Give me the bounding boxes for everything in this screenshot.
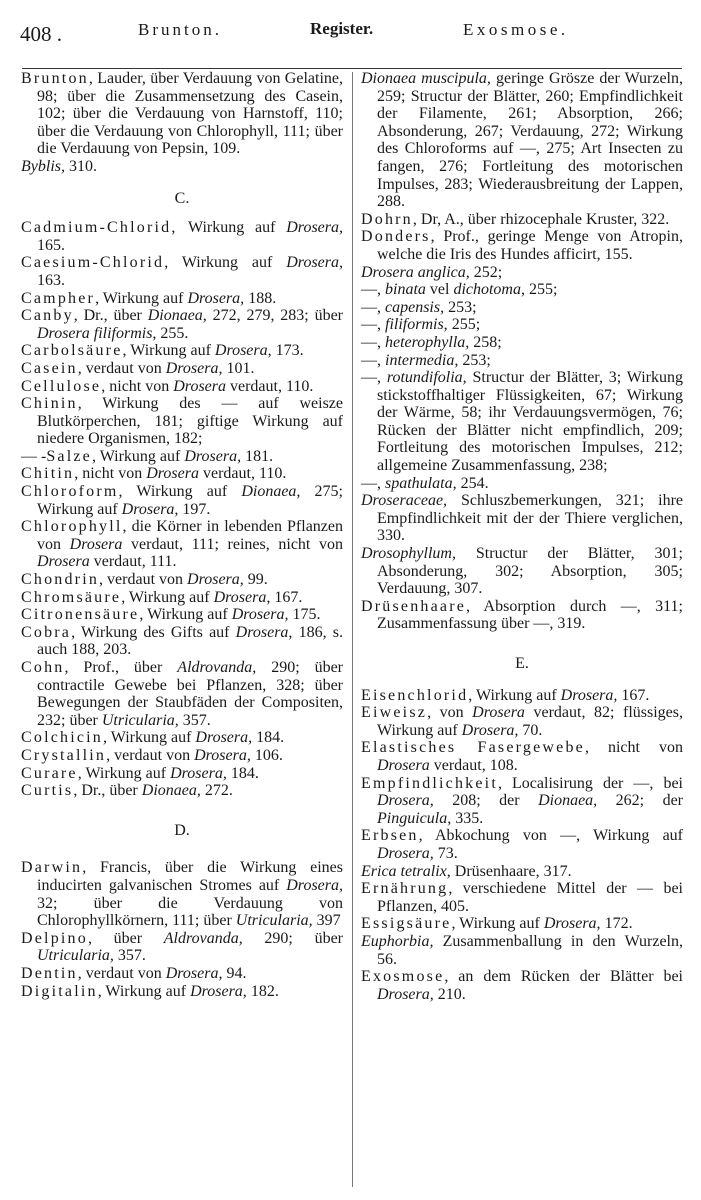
entry-italic-term: Drosera, (195, 729, 253, 747)
entry-text: 253; (458, 351, 491, 369)
entry-text: , Wirkung auf (95, 289, 188, 307)
entry-headword: Eiweisz (361, 704, 428, 722)
entry-headword: Canby (21, 307, 74, 325)
entry-text: Schluszbemerkungen, 321; ihre Empfindlichkeit mit der der Thiere verglichen, 330. (377, 492, 683, 545)
entry-italic-term: Drosera, (121, 500, 179, 518)
entry-text: , verschiedene Mittel der — bei Pflanzen, 405. (377, 880, 683, 915)
entry-italic-term: Dionaea, (141, 782, 201, 800)
index-entry (361, 545, 683, 598)
entry-text: , Wirkung auf (97, 982, 191, 1000)
entry-headword: Cadmium-Chlorid, (21, 219, 178, 237)
entry-headword: Carbolsäure (21, 342, 123, 360)
entry-italic-term: filiformis, (385, 316, 448, 334)
entry-headword: Cellulose (21, 377, 102, 395)
entry-text: verdaut, 110. (198, 465, 287, 483)
entry-text: , von (427, 704, 473, 722)
entry-headword: Caesium-Chlorid (21, 254, 165, 272)
entry-headword: Campher (21, 289, 96, 307)
entry-italic-term: Drosera anglica, (361, 263, 470, 281)
entry-headword: Dohrn (361, 210, 413, 228)
entry-text: , Wirkung auf (164, 254, 287, 272)
entry-italic-term: dichotoma, (453, 281, 525, 299)
entry-italic-term: Utricularia, (37, 947, 114, 965)
entry-text: 184. (226, 764, 259, 782)
entry-headword: Casein (21, 359, 78, 377)
entry-text: , Wirkung auf (103, 729, 196, 747)
index-entry (361, 598, 683, 633)
index-entry (21, 983, 343, 1001)
entry-italic-term: Drosera (173, 377, 226, 395)
entry-text: 258; (469, 333, 502, 351)
entry-italic-term: Dionaea, (538, 792, 598, 810)
section-letter-heading: D. (174, 821, 190, 839)
entry-headword: Essigsäure (361, 915, 452, 933)
entry-italic-term: Drosera, (194, 746, 251, 764)
entry-text: , Absorption durch —, 311; Zusammenfassung über —, 319. (377, 597, 683, 633)
entry-headword: Erbsen (361, 827, 419, 845)
entry-italic-term: Drosera, (170, 764, 227, 782)
entry-text: , nicht von (101, 377, 174, 395)
entry-italic-term: Drosophyllum, (361, 545, 456, 563)
entry-headword: Chloroform (21, 483, 119, 501)
index-entry (361, 863, 683, 881)
entry-italic-term: Drosera filiformis, (37, 324, 157, 342)
column-divider (352, 72, 353, 1187)
entry-text: geringe Grösze der Wurzeln, 259; Structur der Blätter, 260; Empfindlichkeit der Filamente, 261; Absorption, 266; Absonderung, 267; Verdauung, 272; Wirkung des Chloroforms auf —, 275; Art Insecten zu fangen, 276; Fortleitung des motorischen Impulses, 283; Wiederausbreitung der Lappen, 288. (377, 70, 684, 211)
entry-text: 197. (178, 500, 211, 518)
entry-headword: Chromsäure (21, 588, 122, 606)
entry-text: verdaut, 111. (89, 553, 177, 571)
entry-text: Drüsenhaare, 317. (450, 862, 572, 880)
entry-text: 101. (222, 359, 255, 377)
index-entry (361, 827, 683, 862)
page-header (0, 10, 701, 44)
entry-italic-term: Drosera (69, 535, 123, 553)
index-entry (21, 70, 343, 158)
entry-italic-term: Utricularia, (101, 711, 179, 729)
running-head-center: Register. (310, 19, 374, 38)
entry-text: vel (425, 281, 454, 299)
index-entry (361, 775, 683, 828)
entry-text: 310. (65, 157, 97, 175)
entry-headword: Elastisches Fasergewebe (361, 739, 585, 757)
entry-italic-term: Drosera, (165, 359, 223, 377)
entry-italic-term: spathulata, (385, 474, 457, 492)
entry-text: , Wirkung des — auf weisze Blutkörperchen, 181; giftige Wirkung auf niedere Organismen, 182; (37, 395, 343, 448)
entry-headword: Citronensäure (21, 606, 140, 624)
index-entry (21, 219, 343, 254)
entry-headword: Exosmose (361, 968, 445, 986)
entry-text: , Prof., über (64, 659, 178, 676)
index-entry (361, 352, 683, 370)
entry-text: , Wirkung des Gifts auf (71, 623, 236, 641)
entry-text: 290; über contractile Gewebe bei Pflanzen, 328; über Bewegungen der Staubfäden der Compositen, 232; über (37, 659, 344, 729)
entry-text: , Wirkung auf (122, 342, 215, 360)
entry-text: , über (87, 929, 164, 947)
entry-headword: Brunton (21, 70, 89, 87)
entry-text: —, (361, 369, 387, 387)
entry-italic-term: Drosera, (231, 606, 289, 624)
entry-text: , Francis, über die Wirkung eines inducirten galvanischen Stromes auf (37, 859, 343, 894)
section-letter-heading: C. (174, 189, 190, 207)
index-entry (21, 965, 343, 983)
entry-italic-term: intermedia, (385, 351, 459, 369)
entry-text: Zusammenballung in den Wurzeln, 56. (377, 932, 683, 968)
entry-text: 172. (600, 915, 633, 933)
entry-text: , verdaut von (99, 571, 188, 589)
entry-text: 208; der (433, 792, 539, 810)
entry-text: Wirkung auf (177, 219, 287, 237)
entry-text: 173. (271, 342, 304, 360)
left-column (21, 70, 343, 1000)
entry-text: verdaut, 108. (429, 756, 518, 774)
entry-text: 255; (447, 316, 481, 334)
entry-headword: Donders (361, 228, 431, 246)
entry-text: —, (361, 298, 385, 316)
entry-italic-term: Drosera, (286, 876, 343, 894)
entry-text: 167. (270, 588, 303, 606)
entry-text: —, (361, 333, 385, 351)
index-entry (361, 369, 683, 475)
index-entry (21, 518, 343, 571)
index-entry (361, 880, 683, 915)
entry-italic-term: binata (385, 281, 426, 299)
index-entry (21, 448, 343, 466)
entry-text: , Wirkung auf (139, 606, 232, 624)
index-entry (21, 483, 343, 518)
entry-text: , nicht von (74, 465, 147, 483)
running-head-left: Brunton. (138, 20, 222, 39)
entry-text: , verdaut von (77, 964, 166, 982)
entry-text: Structur der Blätter, 301; Absonderung, 302; Absorption, 305; Verdauung, 307. (377, 545, 683, 598)
index-entry (21, 589, 343, 607)
entry-italic-term: Drosera, (187, 571, 244, 589)
entry-italic-term: Drosera, (165, 964, 223, 982)
entry-text: 32; über die Verdauung von Chlorophyllkörnern, 111; über (37, 894, 343, 930)
entry-headword: Darwin (21, 859, 83, 877)
entry-text: Structur der Blätter, 3; Wirkung stickstoffhaltiger Flüssigkeiten, 67; Wirkung der Wärme, 58; ihr Verdauungsvermögen, 76; Rücken der Blätter nicht empfindlich, 209; Fortleitung des motorischen Impulses, 212; allgemeine Zusammenfassung, 238; (377, 369, 683, 475)
entry-text: 272, 279, 283; über (206, 307, 343, 325)
entry-text: 357. (113, 947, 146, 965)
index-entry (21, 606, 343, 624)
entry-headword: Ernährung (361, 880, 449, 898)
index-entry (361, 281, 683, 299)
index-entry (21, 747, 343, 765)
entry-italic-term: Utricularia, (235, 912, 313, 930)
entry-italic-term: Drosera (37, 553, 90, 571)
entry-text: verdaut, 82; flüssiges, Wirkung auf (377, 704, 684, 739)
entry-italic-term: Aldrovanda, (177, 659, 257, 676)
entry-italic-term: Droseraceae, (361, 492, 448, 510)
entry-italic-term: Drosera, (560, 686, 618, 704)
entry-italic-term: Dionaea, (241, 483, 301, 501)
entry-text: , Wirkung auf (91, 447, 185, 465)
entry-headword: Chondrin (21, 571, 100, 589)
entry-text: 181. (241, 447, 274, 465)
entry-text: 255; (524, 281, 558, 299)
entry-headword: Eisenchlorid (361, 686, 469, 704)
entry-italic-term: Drosera, (377, 792, 434, 810)
index-entry (361, 228, 683, 263)
index-entry (361, 492, 683, 545)
index-entry (361, 264, 683, 282)
index-entry (21, 765, 343, 783)
entry-headword: Empfindlichkeit (361, 774, 498, 792)
entry-text: , Dr., über (73, 307, 148, 325)
entry-headword: Digitalin (21, 982, 98, 1000)
entry-italic-term: Drosera, (184, 447, 242, 465)
index-entry (361, 933, 683, 968)
entry-text: —, (361, 351, 385, 369)
entry-text: 255. (156, 324, 189, 342)
entry-italic-term: Drosera, (286, 254, 343, 272)
entry-italic-term: Drosera (472, 704, 525, 722)
entry-italic-term: Drosera, (190, 982, 247, 1000)
entry-text: , Wirkung auf (451, 915, 544, 933)
entry-headword: Crystallin (21, 746, 107, 764)
entry-headword: Chitin (21, 465, 75, 483)
entry-italic-term: rotundifolia, (386, 369, 467, 387)
index-entry (361, 687, 683, 705)
entry-italic-term: Drosera (146, 465, 199, 483)
entry-text: 70. (518, 721, 543, 739)
index-entry (21, 378, 343, 396)
entry-italic-term: Drosera, (187, 289, 245, 307)
entry-italic-term: Drosera, (377, 844, 434, 862)
entry-text: 357. (178, 711, 211, 729)
index-entry (361, 968, 683, 1003)
index-entry (21, 254, 343, 289)
entry-headword: Delpino (21, 929, 88, 947)
index-entry (21, 395, 343, 448)
entry-italic-term: Drosera, (286, 219, 343, 237)
entry-italic-term: Euphorbia, (361, 932, 434, 950)
entry-headword: Drüsenhaare (361, 597, 467, 615)
entry-text: , nicht von (584, 739, 683, 757)
entry-text: , die Körner in lebenden Pflanzen von (37, 518, 343, 553)
entry-headword: Salze (46, 447, 92, 465)
entry-text: , Lauder, über Verdauung von Gelatine, 98; über die Zusammensetzung des Casein, 102; über die Verdauung von Harnstoff, 110; über die Verdauung von Chlorophyll, 111; über die Verdauung von Pepsin, 109. (37, 70, 343, 158)
entry-italic-term: Pinguicula, (377, 809, 452, 827)
entry-italic-term: Byblis, (21, 157, 65, 175)
entry-headword: Dentin (21, 964, 78, 982)
entry-italic-term: Drosera, (377, 985, 434, 1003)
entry-text: , Dr, A., über rhizocephale Kruster, 322. (412, 210, 670, 228)
index-entry (21, 307, 343, 342)
entry-text: 94. (222, 964, 247, 982)
entry-text: , Abkochung von —, Wirkung auf (418, 827, 683, 845)
index-entry (21, 624, 343, 659)
index-entry (361, 334, 683, 352)
section-letter-heading: E. (515, 655, 529, 672)
entry-text: — - (21, 447, 47, 465)
index-entry (361, 475, 683, 493)
entry-italic-term: Drosera, (235, 623, 293, 641)
entry-text: , verdaut von (106, 746, 195, 764)
entry-italic-term: capensis, (385, 298, 445, 316)
index-entry (21, 342, 343, 360)
entry-text: 397 (312, 912, 341, 930)
index-entry (361, 70, 683, 211)
entry-italic-term: Drosera (377, 756, 430, 774)
entry-headword: Curare (21, 764, 78, 782)
entry-text: 254. (456, 474, 489, 492)
entry-text: 182. (246, 982, 279, 1000)
index-entry (361, 299, 683, 317)
entry-headword: Colchicin (21, 729, 104, 747)
right-column (361, 70, 683, 1003)
entry-headword: Chlorophyll (21, 518, 123, 536)
index-entry (21, 930, 343, 965)
index-entry (361, 316, 683, 334)
index-entry (21, 290, 343, 308)
index-entry (361, 211, 683, 229)
index-entry (21, 360, 343, 378)
entry-italic-term: Erica tetralix, (361, 862, 451, 880)
entry-text: , Prof., geringe Menge von Atropin, welche die Iris des Hundes afficirt, 155. (377, 228, 683, 263)
entry-headword: Cobra (21, 623, 72, 641)
entry-headword: Curtis (21, 782, 74, 800)
entry-text: 99. (243, 571, 268, 589)
entry-text: 252; (469, 263, 503, 281)
entry-text: , Dr., über (73, 782, 142, 800)
entry-italic-term: Drosera, (213, 588, 271, 606)
header-rule (22, 68, 682, 69)
entry-text: 184. (252, 729, 285, 747)
entry-text: 290; über (242, 929, 343, 947)
entry-text: —, (361, 281, 385, 299)
entry-text: 106. (250, 746, 283, 764)
entry-text: , Wirkung auf (118, 483, 242, 501)
entry-text: 272. (200, 782, 233, 800)
entry-text: , verdaut von (77, 359, 166, 377)
index-entry (21, 782, 343, 800)
entry-italic-term: Drosera, (214, 342, 272, 360)
entry-text: , Wirkung auf (77, 764, 171, 782)
entry-text: 188. (244, 289, 277, 307)
entry-text: 210. (433, 985, 466, 1003)
entry-text: 163. (37, 271, 65, 289)
index-entry (21, 465, 343, 483)
entry-headword: Cohn (21, 659, 65, 676)
entry-text: 165. (37, 236, 65, 254)
entry-text: 186, s. auch 188, 203. (37, 623, 343, 659)
entry-italic-term: heterophylla, (385, 333, 470, 351)
entry-text: verdaut, 110. (226, 377, 314, 395)
entry-text: 253; (444, 298, 477, 316)
entry-italic-term: Aldrovanda, (163, 929, 243, 947)
entry-text: , an dem Rücken der Blätter bei (444, 968, 683, 986)
entry-text: 262; der (597, 792, 684, 810)
entry-italic-term: Dionaea, (147, 307, 207, 325)
entry-text: 167. (617, 686, 650, 704)
index-entry (21, 571, 343, 589)
entry-text: verdaut, 111; reines, nicht von (122, 535, 343, 553)
entry-italic-term: Dionaea muscipula, (361, 70, 491, 87)
running-head-right: Exosmose. (463, 20, 569, 39)
entry-text: 335. (451, 809, 484, 827)
entry-text: , Wirkung auf (468, 686, 561, 704)
page-number: 408 . (20, 22, 62, 46)
index-entry (361, 915, 683, 933)
index-entry (21, 659, 343, 729)
index-entry (21, 158, 343, 176)
entry-text: 275; Wirkung auf (37, 483, 343, 518)
index-entry (361, 739, 683, 774)
entry-italic-term: Drosera, (543, 915, 601, 933)
entry-text: , Localisirung der —, bei (497, 774, 683, 792)
entry-italic-term: Drosera, (461, 721, 519, 739)
entry-text: —, (361, 316, 385, 334)
index-entry (361, 704, 683, 739)
entry-text: 175. (288, 606, 321, 624)
index-entry (21, 859, 343, 929)
entry-text: 73. (433, 844, 458, 862)
entry-text: , Wirkung auf (121, 588, 214, 606)
entry-text: —, (361, 474, 385, 492)
index-entry (21, 729, 343, 747)
entry-headword: Chinin (21, 395, 78, 413)
